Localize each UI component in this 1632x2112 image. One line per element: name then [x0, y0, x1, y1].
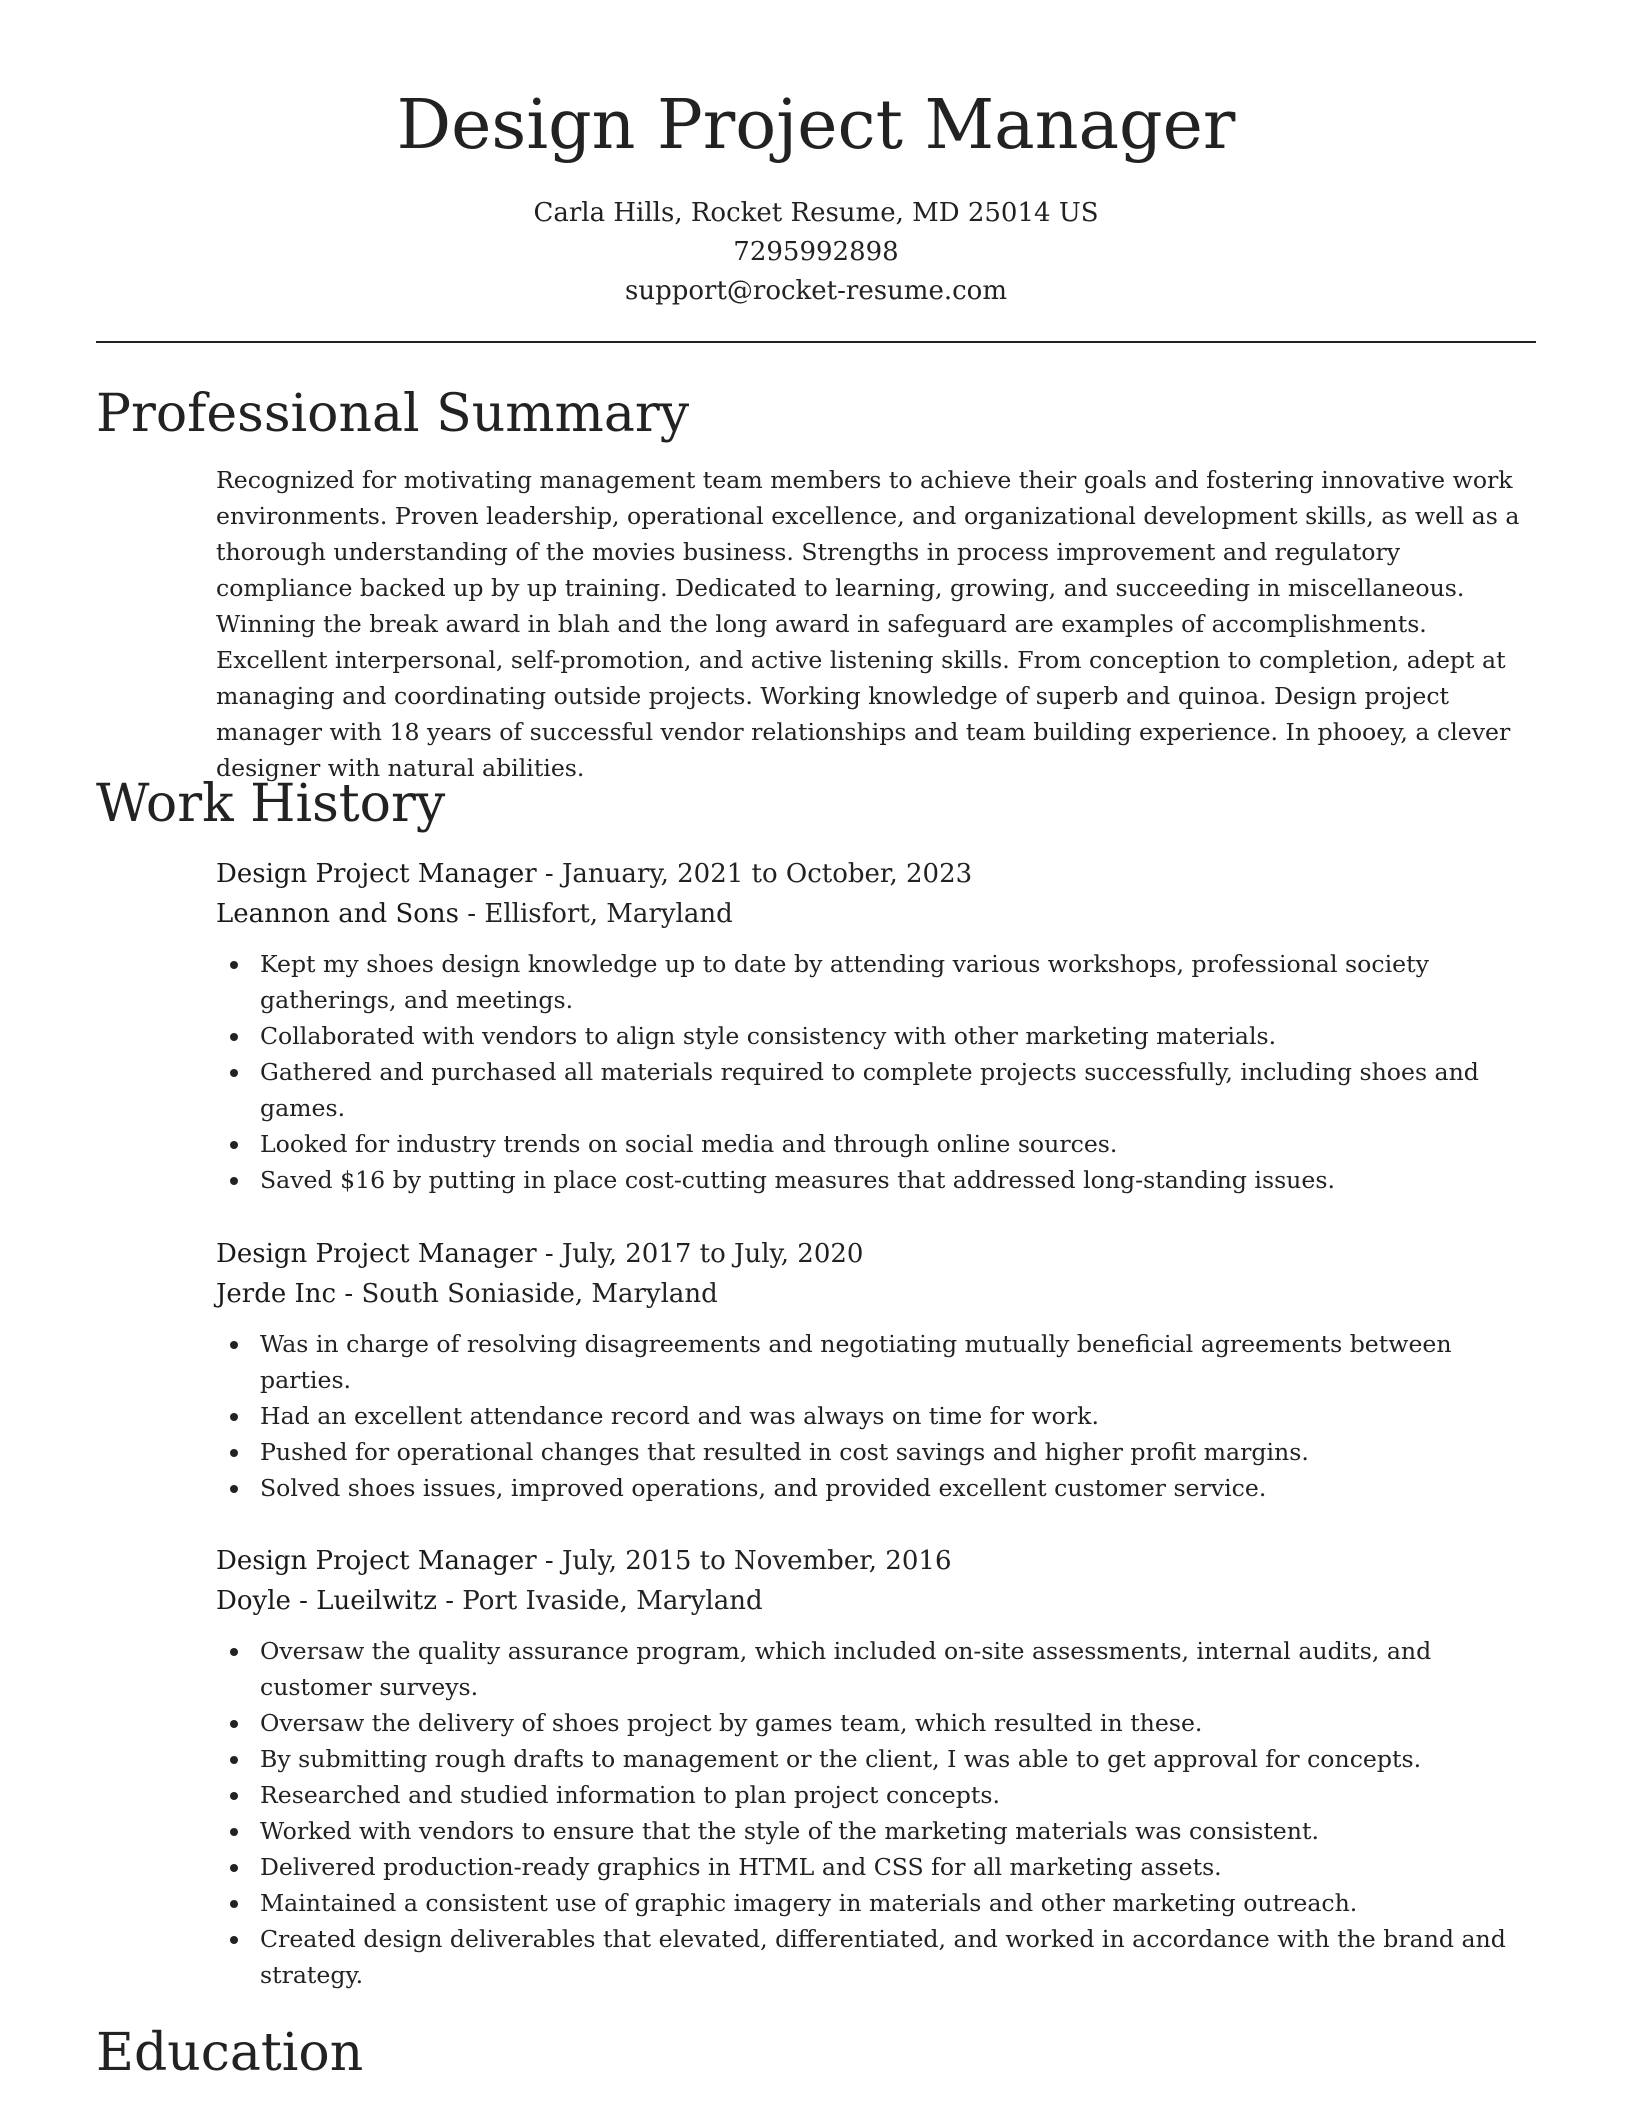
job-company-line: [216, 1581, 1536, 1621]
bullet-icon: [230, 1449, 238, 1457]
bullet-icon: [230, 1033, 238, 1041]
bullet-item: Solved shoes issues, improved operations, and provided excellent customer service.: [216, 1470, 1536, 1506]
separator: -: [436, 1586, 463, 1616]
section-title-education: Education: [96, 2023, 364, 2083]
job-bullets: [216, 946, 1536, 1198]
job-dates: July, 2017 to July, 2020: [562, 1239, 864, 1269]
contact-phone: 7295992898: [733, 237, 899, 267]
job-dates: July, 2015 to November, 2016: [562, 1546, 952, 1576]
separator: -: [536, 1239, 562, 1269]
job-company: Jerde Inc: [216, 1279, 337, 1309]
bullet-icon: [230, 1900, 238, 1908]
section-title-work-history: Work History: [96, 774, 446, 834]
job-company: Doyle - Lueilwitz: [216, 1586, 437, 1616]
bullet-icon: [230, 1864, 238, 1872]
job-title: Design Project Manager: [216, 859, 537, 889]
job-company-line: [216, 1274, 1536, 1314]
job-location: South Soniaside, Maryland: [361, 1279, 718, 1309]
section-title-summary: Professional Summary: [96, 384, 690, 444]
separator: -: [459, 899, 485, 929]
bullet-item: Saved $16 by putting in place cost-cutting measures that addressed long-standing issues.: [216, 1162, 1536, 1198]
bullet-item: Was in charge of resolving disagreements and negotiating mutually beneficial agreements between parties.: [216, 1326, 1536, 1398]
bullet-item: Kept my shoes design knowledge up to date by attending various workshops, professional society gatherings, and meetings.: [216, 946, 1536, 1018]
bullet-item: Collaborated with vendors to align style consistency with other marketing materials.: [216, 1018, 1536, 1054]
bullet-icon: [230, 961, 238, 969]
job-title: Design Project Manager: [216, 1239, 537, 1269]
job-title: Design Project Manager: [216, 1546, 537, 1576]
bullet-item: Gathered and purchased all materials required to complete projects successfully, including shoes and games.: [216, 1054, 1536, 1126]
contact-address: Carla Hills, Rocket Resume, MD 25014 US: [533, 198, 1099, 228]
separator: -: [536, 859, 562, 889]
bullet-icon: [230, 1756, 238, 1764]
job-entry: [216, 1234, 1536, 1506]
job-location: Port Ivaside, Maryland: [462, 1586, 763, 1616]
separator: -: [536, 1546, 562, 1576]
bullet-icon: [230, 1720, 238, 1728]
job-entry: [216, 1541, 1536, 1993]
job-bullets: [216, 1633, 1536, 1993]
job-dates: January, 2021 to October, 2023: [562, 859, 973, 889]
job-title-line: [216, 1541, 1536, 1581]
job-title-line: [216, 1234, 1536, 1274]
bullet-item: Oversaw the delivery of shoes project by games team, which resulted in these.: [216, 1705, 1536, 1741]
bullet-item: Oversaw the quality assurance program, which included on-site assessments, internal audits, and customer surveys.: [216, 1633, 1536, 1705]
separator: -: [336, 1279, 362, 1309]
job-bullets: [216, 1326, 1536, 1506]
bullet-item: Created design deliverables that elevated, differentiated, and worked in accordance with the brand and strategy.: [216, 1921, 1536, 1993]
summary-text: Recognized for motivating management team members to achieve their goals and fostering innovative work environments. Proven leadership, operational excellence, and organizational development skills, as well as a thorough understanding of the movies business. Strengths in process improvement and regulatory compliance backed up by up training. Dedicated to learning, growing, and succeeding in miscellaneous. Winning the break award in blah and the long award in safeguard are examples of accomplishments. Excellent interpersonal, self-promotion, and active listening skills. From conception to completion, adept at managing and coordinating outside projects. Working knowledge of superb and quinoa. Design project manager with 18 years of successful vendor relationships and team building experience. In phooey, a clever designer with natural abilities.: [216, 466, 1520, 782]
bullet-item: Looked for industry trends on social media and through online sources.: [216, 1126, 1536, 1162]
bullet-icon: [230, 1828, 238, 1836]
bullet-icon: [230, 1936, 238, 1944]
bullet-icon: [230, 1648, 238, 1656]
resume-title: Design Project Manager: [396, 86, 1236, 165]
job-company: Leannon and Sons: [216, 899, 460, 929]
bullet-icon: [230, 1485, 238, 1493]
bullet-icon: [230, 1177, 238, 1185]
job-entry: [216, 854, 1536, 1198]
bullet-icon: [230, 1341, 238, 1349]
resume-header: [96, 86, 1536, 311]
bullet-item: Pushed for operational changes that resulted in cost savings and higher profit margins.: [216, 1434, 1536, 1470]
header-divider: [96, 341, 1536, 343]
bullet-icon: [230, 1413, 238, 1421]
job-company-line: [216, 894, 1536, 934]
bullet-icon: [230, 1792, 238, 1800]
job-title-line: [216, 854, 1536, 894]
bullet-item: Had an excellent attendance record and was always on time for work.: [216, 1398, 1536, 1434]
bullet-icon: [230, 1069, 238, 1077]
bullet-item: By submitting rough drafts to management or the client, I was able to get approval for concepts.: [216, 1741, 1536, 1777]
bullet-icon: [230, 1141, 238, 1149]
bullet-item: Worked with vendors to ensure that the style of the marketing materials was consistent.: [216, 1813, 1536, 1849]
bullet-item: Maintained a consistent use of graphic imagery in materials and other marketing outreach.: [216, 1885, 1536, 1921]
job-location: Ellisfort, Maryland: [484, 899, 733, 929]
contact-email: support@rocket-resume.com: [624, 276, 1007, 306]
bullet-item: Delivered production-ready graphics in HTML and CSS for all marketing assets.: [216, 1849, 1536, 1885]
bullet-item: Researched and studied information to plan project concepts.: [216, 1777, 1536, 1813]
